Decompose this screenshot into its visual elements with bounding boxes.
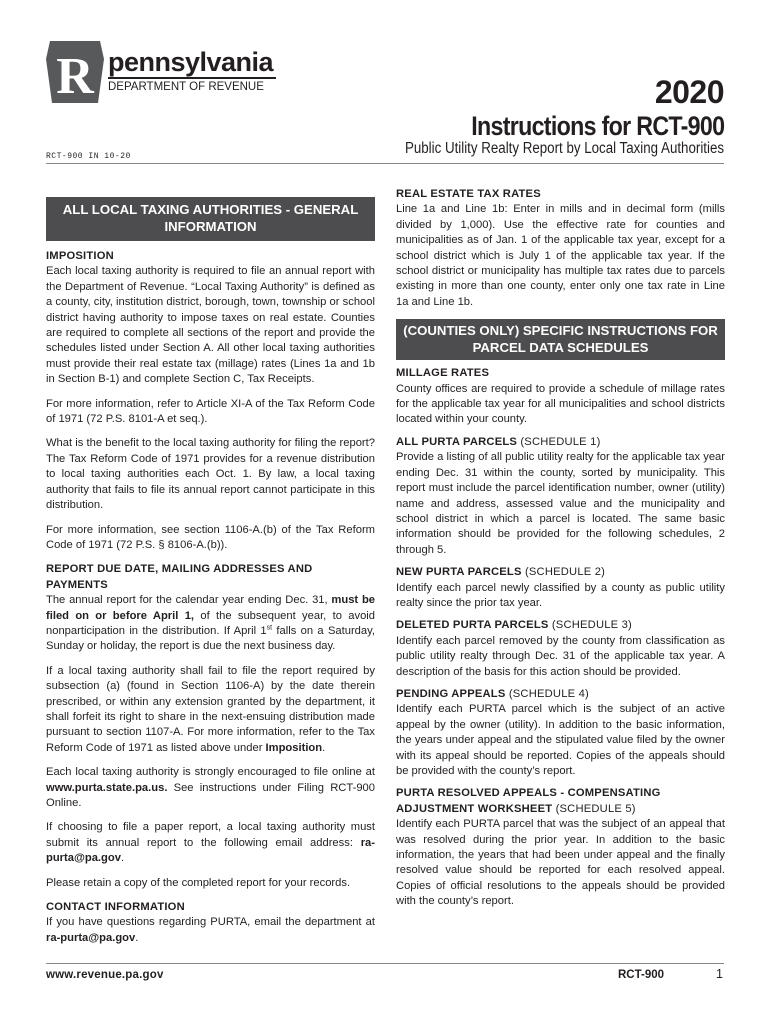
imposition-paragraph-1: Each local taxing authority is required to file an annual report with the Department of Revenue. “Local Taxing Authority” is defined as a county, city, institution district, borough, town, township or school district having authority to impose taxes on real estate. Counties are required to complete all sections of the report and provide the schedules listed under Section A. All other local taxing authorities must provide their real estate tax (millage) rates (Lines 1a and 1b in Section B-1) and complete Section C, Tax Receipts. [46, 265, 375, 386]
imposition-paragraph-2: For more information, refer to Article XI-A of the Tax Reform Code of 1971 (72 P.S. 8101-A et seq.). [46, 397, 375, 426]
logo-divider [108, 77, 276, 79]
right-column [396, 187, 725, 917]
svg-text:R: R [56, 48, 94, 103]
footer-divider [46, 963, 724, 964]
pa-revenue-logo [46, 41, 274, 103]
header-divider [46, 163, 724, 164]
pending-appeals-paragraph: Identify each PURTA parcel which is the subject of an active appeal by the owner (utility). In addition to the basic information, the years under appeal and the stipulated value filed by the owner with its appeal should be reported. Copies of the appeals should be provided with the county’s report. [396, 703, 725, 777]
resolved-appeals-heading: PURTA RESOLVED APPEALS - COMPENSATING ADJUSTMENT WORKSHEET (SCHEDULE 5) [396, 787, 661, 815]
all-parcels-heading: ALL PURTA PARCELS (SCHEDULE 1) [396, 435, 601, 448]
deleted-parcels-heading: DELETED PURTA PARCELS (SCHEDULE 3) [396, 619, 632, 632]
imposition-heading: IMPOSITION [46, 250, 114, 262]
due-date-paragraph-5: Please retain a copy of the completed report for your records. [46, 876, 351, 889]
agency-department: DEPARTMENT OF REVENUE [108, 81, 264, 93]
contact-email-link[interactable]: ra-purta@pa.gov [46, 931, 136, 944]
due-date-paragraph-4: If choosing to file a paper report, a local taxing authority must submit its annual report to the following email address: ra-purta@pa.gov. [46, 821, 375, 865]
counties-only-banner: (COUNTIES ONLY) SPECIFIC INSTRUCTIONS FOR PARCEL DATA SCHEDULES [396, 319, 725, 360]
footer-form-code: RCT-900 [618, 969, 665, 981]
due-date-paragraph-1: The annual report for the calendar year ending Dec. 31, must be filed on or before April 1, of the subsequent year, to avoid nonparticipation in the distribution. If April 1st falls on a Saturday, Sunday or holiday, the report is due the next business day. [46, 594, 375, 653]
tax-year: 2020 [654, 74, 724, 110]
all-parcels-paragraph: Provide a listing of all public utility realty for the applicable tax year ending Dec. 31 within the county, sorted by municipality. This report must include the parcel identification number, owner (utility) name and address, assessed value and the municipality and school district in which a parcel is located. The same basic information should be provided for the following schedules, 2 through 5. [396, 451, 725, 556]
page-number: 1 [716, 967, 723, 981]
page-title: Instructions for RCT-900 [470, 111, 724, 141]
agency-name: pennsylvania [108, 47, 274, 77]
contact-paragraph: If you have questions regarding PURTA, email the department at ra-purta@pa.gov. [46, 916, 375, 944]
purta-website-link[interactable]: www.purta.state.pa.us. [46, 781, 168, 794]
left-column [46, 197, 375, 955]
footer-website-link[interactable]: www.revenue.pa.gov [46, 969, 164, 981]
new-parcels-paragraph: Identify each parcel newly classified by a county as public utility realty since the prior tax year. [396, 581, 725, 609]
deleted-parcels-paragraph: Identify each parcel removed by the county from classification as public utility realty through Dec. 31 of the applicable tax year. A description of the basis for this action should be provided. [396, 634, 725, 678]
resolved-appeals-paragraph: Identify each PURTA parcel that was the subject of an appeal that was resolved during the prior year. In addition to the basic information, the years that had been under appeal and the finally resolved value should be reported for each resolved appeal. Copies of official resolutions to the appeals should be provided with the county’s report. [396, 818, 725, 908]
due-date-paragraph-2: If a local taxing authority shall fail to file the report required by subsection (a) (found in Section 1106-A) by the date therein prescribed, or within any extension granted by the department, it shall forfeit its right to share in the next-ensuing distribution made pursuant to section 1107-A. For more information, refer to the Tax Reform Code of 1971 as listed above under Imposition. [46, 664, 375, 754]
millage-heading: MILLAGE RATES [396, 367, 490, 380]
due-date-heading: REPORT DUE DATE, MAILING ADDRESSES AND PAYMENTS [46, 563, 313, 591]
page-subtitle: Public Utility Realty Report by Local Taxing Authorities [404, 140, 724, 157]
form-code: RCT-900 IN 10-20 [46, 152, 131, 161]
pending-appeals-heading: PENDING APPEALS (SCHEDULE 4) [396, 687, 589, 700]
millage-paragraph: County offices are required to provide a schedule of millage rates for the applicable tax year for all municipalities and school districts located within your county. [396, 382, 725, 426]
imposition-paragraph-4: For more information, see section 1106-A.(b) of the Tax Reform Code of 1971 (72 P.S. § 8106-A.(b)). [46, 523, 375, 551]
contact-heading: CONTACT INFORMATION [46, 901, 185, 914]
imposition-paragraph-3: What is the benefit to the local taxing authority for filing the report? The Tax Reform Code of 1971 provides for a revenue distribution to local taxing authorities each Oct. 1. By law, a local taxing authority that fails to file its annual report cannot participate in this distribution. [46, 437, 375, 512]
tax-rates-paragraph: Line 1a and Line 1b: Enter in mills and in decimal form (mills divided by 1,000). Use the effective rate for counties and municipalities as of Jan. 1 of the applicable tax year, except for a school district which is July 1 of the applicable tax year. If the school district or municipality has multiple tax rates due to parcels existing in more than one county, enter only one tax rate in Line 1a and Line 1b. [396, 203, 725, 308]
tax-rates-heading: REAL ESTATE TAX RATES [396, 188, 541, 200]
keystone-icon [46, 41, 104, 103]
new-parcels-heading: NEW PURTA PARCELS (SCHEDULE 2) [396, 566, 606, 579]
general-info-banner: ALL LOCAL TAXING AUTHORITIES - GENERAL INFORMATION [46, 197, 375, 241]
purta-email-link[interactable]: ra-purta@pa.gov [46, 836, 375, 865]
due-date-paragraph-3: Each local taxing authority is strongly encouraged to file online at www.purta.state.pa.us. See instructions under Filing RCT-900 Online. [46, 766, 375, 809]
